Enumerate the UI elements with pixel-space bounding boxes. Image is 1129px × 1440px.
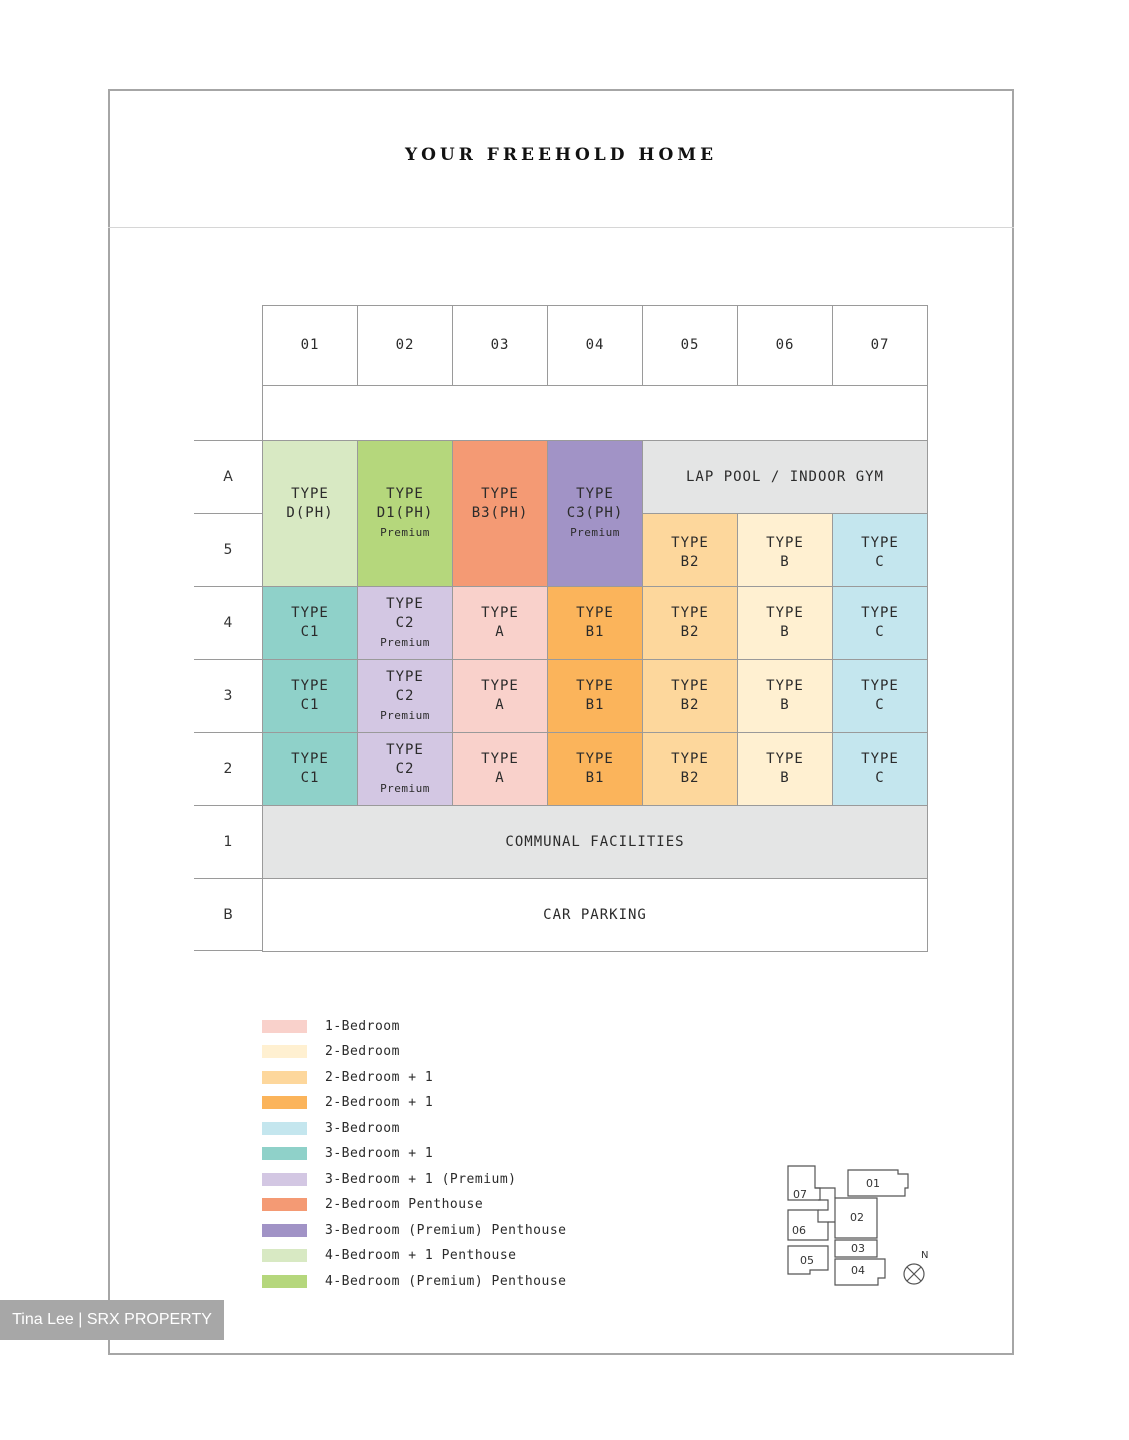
legend-swatch [262,1071,307,1084]
unit-type-label: TYPE [576,486,614,502]
unit-level3-7 [832,659,928,733]
unit-type-code: B2 [680,554,700,570]
legend-swatch [262,1173,307,1186]
keyplan-label-01: 01 [866,1177,880,1190]
keyplan-label-05: 05 [800,1254,814,1267]
legend-label: 2-Bedroom Penthouse [325,1197,484,1212]
legend-label: 4-Bedroom + 1 Penthouse [325,1248,517,1263]
unit-type-label: TYPE [766,605,804,621]
unit-type-label: TYPE [671,535,709,551]
unit-type-code: C1 [300,770,320,786]
unit-level4-1 [262,586,358,660]
unit-type-label: TYPE [766,751,804,767]
unit-type-label: TYPE [671,678,709,694]
column-header-01 [262,305,358,386]
unit-level4-6 [737,586,833,660]
unit-premium-label: Premium [380,636,430,649]
row-label-4: 4 [194,586,262,659]
row-label-2: 2 [194,732,262,805]
column-label: 04 [585,337,605,353]
keyplan-label-06: 06 [792,1224,806,1237]
legend-label: 3-Bedroom [325,1120,400,1136]
unit-level2-6 [737,732,833,806]
legend-swatch [262,1122,307,1135]
unit-level2-3 [452,732,548,806]
legend-item [262,1222,566,1238]
legend-swatch [262,1045,307,1058]
north-label: N [921,1250,929,1261]
unit-premium-label: Premium [380,526,430,539]
unit-type-label: TYPE [671,605,709,621]
legend-item [262,1146,433,1162]
keyplan-label-04: 04 [851,1264,865,1277]
unit-type-code: B [780,697,790,713]
unit-level3-4 [547,659,643,733]
unit-type-code: A [495,697,505,713]
column-header-03 [452,305,548,386]
row-label-A: A [194,440,262,513]
column-header-02 [357,305,453,386]
unit-type-code: A [495,770,505,786]
row-label-3: 3 [194,659,262,732]
unit-premium-label: Premium [570,526,620,539]
row-label-B: B [194,878,262,951]
legend-item [262,1018,400,1034]
unit-level3-1 [262,659,358,733]
communal-label: COMMUNAL FACILITIES [505,833,685,850]
unit-penthouse-4 [547,440,643,587]
unit-type-code: B [780,770,790,786]
legend-swatch [262,1147,307,1160]
unit-type-code: C2 [395,688,415,704]
column-label: 05 [680,337,700,353]
watermark: Tina Lee | SRX PROPERTY [0,1300,224,1340]
unit-type-label: TYPE [386,486,424,502]
unit-level3-5 [642,659,738,733]
unit-type-code: C1 [300,624,320,640]
legend-label: 2-Bedroom [325,1044,400,1059]
unit-type-label: TYPE [861,535,899,551]
unit-type-label: TYPE [481,751,519,767]
page-title: YOUR FREEHOLD HOME [404,145,718,165]
legend-item [262,1171,517,1187]
unit-level3-3 [452,659,548,733]
keyplan-label-02: 02 [850,1211,864,1224]
unit-type-code: B3(PH) [471,505,529,521]
column-label: 07 [870,337,890,353]
unit-type-code: C2 [395,761,415,777]
legend-item [262,1248,517,1264]
keyplan-label-03: 03 [851,1242,865,1255]
unit-type-code: C [875,770,885,786]
legend-label: 3-Bedroom + 1 (Premium) [325,1171,517,1187]
unit-type-label: TYPE [861,678,899,694]
legend-item [262,1273,566,1289]
unit-type-label: TYPE [576,605,614,621]
lap-pool-gym [642,440,928,514]
unit-level2-7 [832,732,928,806]
row-label-5: 5 [194,513,262,586]
legend-label: 2-Bedroom + 1 [325,1069,434,1085]
site-keyplan [780,1160,940,1295]
column-header-06 [737,305,833,386]
legend-swatch [262,1020,307,1033]
unit-type-label: TYPE [766,678,804,694]
legend-label: 3-Bedroom + 1 [325,1146,434,1161]
legend-label: 1-Bedroom [325,1018,400,1034]
unit-type-code: C1 [300,697,320,713]
unit-type-label: TYPE [291,751,329,767]
legend-swatch [262,1224,307,1237]
unit-type-code: B1 [585,697,605,713]
unit-type-code: C [875,554,885,570]
unit-type-code: B2 [680,697,700,713]
unit-type-code: A [495,624,505,640]
unit-level4-4 [547,586,643,660]
unit-penthouse-2 [357,440,453,587]
column-header-05 [642,305,738,386]
unit-level5-5 [642,513,738,587]
legend-item [262,1044,400,1060]
unit-type-label: TYPE [386,669,424,685]
unit-type-code: C3(PH) [566,505,624,521]
legend-label: 3-Bedroom (Premium) Penthouse [325,1222,567,1238]
unit-penthouse-1 [262,440,358,587]
unit-type-code: B2 [680,770,700,786]
unit-type-code: B [780,624,790,640]
lap-pool-label: LAP POOL / INDOOR GYM [685,468,884,485]
unit-type-label: TYPE [481,486,519,502]
unit-type-label: TYPE [766,535,804,551]
unit-level2-2 [357,732,453,806]
column-label: 01 [300,337,320,353]
car-parking [262,878,928,952]
legend-item [262,1197,483,1213]
unit-level2-1 [262,732,358,806]
unit-type-code: B2 [680,624,700,640]
unit-premium-label: Premium [380,709,430,722]
unit-type-label: TYPE [576,678,614,694]
communal-facilities [262,805,928,879]
legend-label: 4-Bedroom (Premium) Penthouse [325,1273,567,1289]
unit-type-code: C [875,624,885,640]
unit-type-code: C2 [395,615,415,631]
unit-type-code: B [780,554,790,570]
unit-level2-5 [642,732,738,806]
unit-level4-3 [452,586,548,660]
unit-type-label: TYPE [861,751,899,767]
legend-item [262,1069,433,1085]
legend-swatch [262,1275,307,1288]
legend-swatch [262,1096,307,1109]
legend-swatch [262,1198,307,1211]
unit-type-code: D(PH) [286,505,334,521]
keyplan-label-07: 07 [793,1188,807,1201]
unit-type-label: TYPE [861,605,899,621]
unit-level5-6 [737,513,833,587]
unit-level4-2 [357,586,453,660]
unit-type-label: TYPE [291,678,329,694]
row-label-1: 1 [194,805,262,878]
title-divider [108,227,1014,228]
column-label: 03 [490,337,510,353]
column-label: 06 [775,337,795,353]
unit-type-label: TYPE [671,751,709,767]
unit-type-code: B1 [585,770,605,786]
unit-type-label: TYPE [386,742,424,758]
legend-label: 2-Bedroom + 1 [325,1095,434,1110]
unit-level4-7 [832,586,928,660]
unit-type-label: TYPE [576,751,614,767]
unit-type-label: TYPE [481,605,519,621]
unit-type-label: TYPE [291,605,329,621]
unit-type-label: TYPE [291,486,329,502]
column-header-04 [547,305,643,386]
unit-type-code: B1 [585,624,605,640]
unit-level2-4 [547,732,643,806]
header-spacer [262,385,928,441]
legend-item [262,1095,433,1111]
unit-level3-6 [737,659,833,733]
column-header-07 [832,305,928,386]
unit-type-label: TYPE [386,596,424,612]
unit-penthouse-3 [452,440,548,587]
unit-type-code: C [875,697,885,713]
legend-item [262,1120,400,1136]
unit-level4-5 [642,586,738,660]
legend-swatch [262,1249,307,1262]
unit-level5-7 [832,513,928,587]
car-parking-label: CAR PARKING [543,906,647,923]
unit-type-label: TYPE [481,678,519,694]
column-label: 02 [395,337,415,353]
unit-premium-label: Premium [380,782,430,795]
unit-type-code: D1(PH) [376,505,434,521]
unit-level3-2 [357,659,453,733]
